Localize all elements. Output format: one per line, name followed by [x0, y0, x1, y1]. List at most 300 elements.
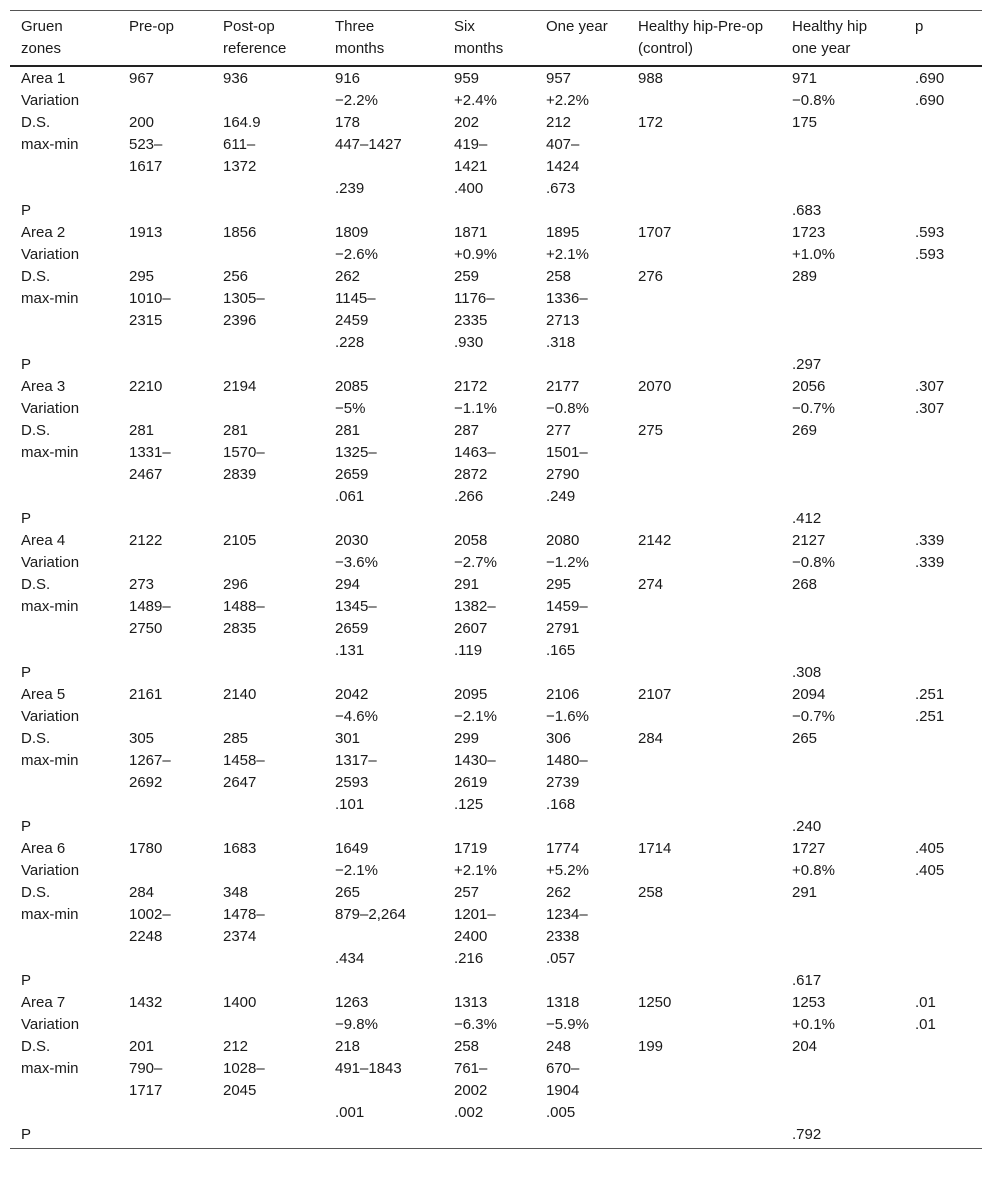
cell-pre-op: 523– 1617 [129, 136, 163, 175]
cell-six-months: 291 [454, 576, 480, 593]
header-p: p [904, 11, 982, 67]
cell-pre-op: 295 [129, 268, 155, 285]
cell-six-months: .400 [454, 180, 484, 197]
cell-one-year [535, 970, 627, 992]
cell-healthy-pre-op [627, 596, 781, 640]
cell-zone: max-min [21, 906, 79, 923]
header-healthy-hip-pre-op: Healthy hip-Pre-op (control) [627, 11, 781, 67]
cell-post-op: 2194 [223, 378, 257, 395]
cell-healthy-pre-op: 2142 [638, 532, 672, 549]
cell-healthy-one-year [781, 134, 904, 178]
table-row [10, 66, 982, 90]
cell-one-year: 2106 [546, 686, 580, 703]
cell-three-months: 491–1843 [335, 1060, 402, 1077]
cell-pre-op: 1780 [129, 840, 163, 857]
cell-pre-op: 273 [129, 576, 155, 593]
cell-healthy-pre-op [627, 948, 781, 970]
cell-healthy-pre-op [627, 816, 781, 838]
cell-p [904, 288, 982, 332]
cell-p [904, 332, 982, 354]
cell-zone: max-min [21, 136, 79, 153]
cell-post-op: 348 [223, 884, 249, 901]
header-row [10, 11, 982, 67]
cell-six-months: +2.4% [454, 92, 497, 109]
cell-one-year [535, 662, 627, 684]
cell-post-op [212, 860, 324, 882]
cell-post-op [212, 706, 324, 728]
cell-three-months: −3.6% [335, 554, 378, 571]
cell-zone: D.S. [21, 1038, 51, 1055]
cell-healthy-one-year: 289 [792, 268, 818, 285]
cell-six-months: .119 [454, 642, 483, 659]
cell-post-op: 1488– 2835 [223, 598, 265, 637]
cell-one-year: .249 [546, 488, 576, 505]
table-row [10, 992, 982, 1014]
cell-p [904, 178, 982, 200]
cell-p [904, 1102, 982, 1124]
cell-healthy-pre-op [627, 552, 781, 574]
cell-post-op: 611– 1372 [223, 136, 257, 175]
cell-healthy-pre-op: 1714 [638, 840, 672, 857]
cell-healthy-one-year: 2094 [792, 686, 826, 703]
cell-p: .593 [915, 246, 945, 263]
cell-healthy-one-year: +0.1% [792, 1016, 835, 1033]
table-row [10, 134, 982, 178]
cell-healthy-one-year: 269 [792, 422, 818, 439]
cell-pre-op: 200 [129, 114, 155, 131]
cell-one-year: 262 [546, 884, 572, 901]
cell-zone: Variation [21, 862, 80, 879]
cell-p: .01 [915, 994, 936, 1011]
cell-six-months: 1382– 2607 [454, 598, 496, 637]
table-row [10, 552, 982, 574]
cell-six-months: 202 [454, 114, 480, 131]
cell-six-months: .125 [454, 796, 484, 813]
cell-post-op [212, 552, 324, 574]
cell-post-op [212, 354, 324, 376]
table-row [10, 1014, 982, 1036]
table-row [10, 376, 982, 398]
cell-six-months [443, 354, 535, 376]
cell-zone [10, 486, 118, 508]
cell-post-op [212, 486, 324, 508]
cell-one-year: 957 [546, 70, 572, 87]
cell-three-months: −4.6% [335, 708, 378, 725]
cell-three-months [324, 970, 443, 992]
cell-three-months: 262 [335, 268, 361, 285]
table-row [10, 706, 982, 728]
cell-one-year: +2.2% [546, 92, 589, 109]
cell-three-months: −2.2% [335, 92, 378, 109]
cell-zone: D.S. [21, 884, 51, 901]
cell-pre-op [118, 244, 212, 266]
cell-pre-op: 1432 [129, 994, 163, 1011]
table-row [10, 200, 982, 222]
cell-zone: P [21, 356, 32, 373]
cell-zone [10, 1102, 118, 1124]
table-row [10, 398, 982, 420]
cell-healthy-pre-op [627, 904, 781, 948]
cell-healthy-one-year [781, 486, 904, 508]
cell-pre-op: 305 [129, 730, 155, 747]
cell-post-op: 296 [223, 576, 249, 593]
cell-post-op [212, 1124, 324, 1149]
cell-zone: Area 4 [21, 532, 66, 549]
table-row [10, 420, 982, 442]
cell-post-op [212, 398, 324, 420]
cell-pre-op: 201 [129, 1038, 155, 1055]
cell-healthy-one-year: .308 [792, 664, 822, 681]
cell-three-months: 916 [335, 70, 361, 87]
cell-healthy-pre-op [627, 178, 781, 200]
cell-three-months [324, 816, 443, 838]
cell-six-months: 258 [454, 1038, 480, 1055]
cell-post-op: 1478– 2374 [223, 906, 265, 945]
cell-six-months: .266 [454, 488, 484, 505]
table-row [10, 332, 982, 354]
cell-one-year: 258 [546, 268, 572, 285]
cell-post-op [212, 90, 324, 112]
cell-healthy-pre-op [627, 662, 781, 684]
cell-healthy-one-year: −0.7% [792, 708, 835, 725]
cell-three-months: 281 [335, 422, 361, 439]
cell-pre-op [118, 794, 212, 816]
cell-healthy-one-year [781, 750, 904, 794]
cell-zone: max-min [21, 444, 79, 461]
table-row [10, 882, 982, 904]
cell-pre-op: 281 [129, 422, 155, 439]
cell-six-months: −2.7% [454, 554, 497, 571]
cell-one-year: 1480– 2739 [546, 752, 588, 791]
table-row [10, 904, 982, 948]
cell-zone: Area 3 [21, 378, 66, 395]
cell-six-months: 257 [454, 884, 480, 901]
table-row [10, 750, 982, 794]
cell-healthy-pre-op: 2107 [638, 686, 672, 703]
cell-one-year [535, 816, 627, 838]
cell-three-months: 1325– 2659 [335, 444, 377, 483]
cell-zone [10, 948, 118, 970]
cell-pre-op: 967 [129, 70, 155, 87]
cell-three-months [324, 662, 443, 684]
cell-six-months: 761– 2002 [454, 1060, 488, 1099]
cell-six-months [443, 200, 535, 222]
cell-six-months: −2.1% [454, 708, 497, 725]
cell-p [904, 904, 982, 948]
cell-healthy-one-year: .412 [792, 510, 822, 527]
cell-one-year: 407– 1424 [546, 136, 580, 175]
cell-three-months: 447–1427 [335, 136, 402, 153]
cell-post-op: 164.9 [223, 114, 261, 131]
cell-six-months: 1463– 2872 [454, 444, 496, 483]
cell-zone: Area 7 [21, 994, 66, 1011]
cell-one-year: 295 [546, 576, 572, 593]
cell-one-year: 212 [546, 114, 572, 131]
table-row [10, 486, 982, 508]
cell-one-year: 2177 [546, 378, 580, 395]
cell-zone: D.S. [21, 576, 51, 593]
cell-three-months: .228 [335, 334, 365, 351]
cell-healthy-one-year [781, 178, 904, 200]
cell-post-op [212, 1102, 324, 1124]
cell-post-op [212, 200, 324, 222]
cell-three-months: .131 [335, 642, 365, 659]
cell-zone: Area 6 [21, 840, 66, 857]
cell-pre-op: 2122 [129, 532, 163, 549]
cell-zone: P [10, 1124, 118, 1149]
cell-zone: max-min [21, 1060, 79, 1077]
cell-post-op: 1305– 2396 [223, 290, 265, 329]
cell-healthy-one-year: 1723 [792, 224, 826, 241]
cell-six-months: −6.3% [454, 1016, 497, 1033]
cell-pre-op [118, 552, 212, 574]
cell-healthy-one-year: 175 [792, 114, 818, 131]
cell-zone: P [21, 202, 32, 219]
cell-six-months [443, 816, 535, 838]
cell-one-year: 1501– 2790 [546, 444, 588, 483]
cell-six-months: 259 [454, 268, 480, 285]
table-row [10, 112, 982, 134]
cell-zone: Area 5 [21, 686, 66, 703]
cell-healthy-pre-op: 284 [638, 730, 664, 747]
cell-six-months: 1313 [454, 994, 488, 1011]
cell-six-months [443, 970, 535, 992]
cell-three-months: 2085 [335, 378, 369, 395]
cell-healthy-pre-op [627, 134, 781, 178]
cell-p [904, 112, 982, 134]
cell-post-op [212, 508, 324, 530]
cell-six-months: +2.1% [454, 862, 497, 879]
cell-p: .339 [915, 554, 945, 571]
table-row [10, 728, 982, 750]
table-row [10, 508, 982, 530]
cell-three-months: 2030 [335, 532, 369, 549]
cell-pre-op [118, 860, 212, 882]
cell-one-year: +2.1% [546, 246, 589, 263]
cell-zone [10, 332, 118, 354]
cell-p [904, 1124, 982, 1149]
cell-pre-op: 1489– 2750 [129, 598, 171, 637]
cell-zone: Variation [21, 246, 80, 263]
cell-post-op [212, 1014, 324, 1036]
cell-p [904, 508, 982, 530]
cell-p [904, 486, 982, 508]
cell-post-op: 1683 [223, 840, 257, 857]
cell-six-months: 2058 [454, 532, 488, 549]
cell-healthy-one-year [781, 1058, 904, 1102]
cell-p: .307 [915, 400, 945, 417]
cell-three-months: 178 [335, 114, 361, 131]
cell-healthy-pre-op [627, 442, 781, 486]
cell-three-months: 1809 [335, 224, 369, 241]
table-header [10, 11, 982, 67]
cell-six-months: 1201– 2400 [454, 906, 496, 945]
table-row [10, 530, 982, 552]
table-row [10, 948, 982, 970]
cell-six-months: 1871 [454, 224, 488, 241]
cell-healthy-one-year [781, 794, 904, 816]
cell-healthy-one-year [781, 1102, 904, 1124]
cell-p [904, 662, 982, 684]
cell-healthy-pre-op [627, 1058, 781, 1102]
cell-healthy-pre-op [627, 640, 781, 662]
cell-one-year: 1336– 2713 [546, 290, 588, 329]
cell-six-months: 299 [454, 730, 480, 747]
cell-six-months: 1719 [454, 840, 488, 857]
cell-healthy-one-year: 1253 [792, 994, 826, 1011]
cell-one-year: −1.2% [546, 554, 589, 571]
cell-healthy-one-year: −0.7% [792, 400, 835, 417]
cell-pre-op [118, 508, 212, 530]
cell-six-months: 419– 1421 [454, 136, 488, 175]
cell-three-months: −9.8% [335, 1016, 378, 1033]
cell-p: .593 [915, 224, 945, 241]
cell-healthy-one-year: +1.0% [792, 246, 835, 263]
cell-six-months: 1430– 2619 [454, 752, 496, 791]
cell-one-year: 1234– 2338 [546, 906, 588, 945]
cell-pre-op: 1331– 2467 [129, 444, 171, 483]
cell-three-months: 294 [335, 576, 361, 593]
table-row [10, 838, 982, 860]
table-row [10, 244, 982, 266]
table-row [10, 1058, 982, 1102]
cell-healthy-one-year: 268 [792, 576, 818, 593]
cell-zone: Variation [21, 554, 80, 571]
cell-pre-op [118, 354, 212, 376]
cell-three-months: 218 [335, 1038, 361, 1055]
cell-healthy-one-year: −0.8% [792, 554, 835, 571]
table-row [10, 860, 982, 882]
cell-zone: Variation [21, 708, 80, 725]
header-six-months: Six months [443, 11, 535, 67]
cell-one-year: 248 [546, 1038, 572, 1055]
cell-three-months [324, 508, 443, 530]
cell-pre-op [118, 816, 212, 838]
cell-healthy-one-year: 2056 [792, 378, 826, 395]
cell-three-months: .101 [335, 796, 365, 813]
cell-zone: max-min [21, 290, 79, 307]
cell-one-year: .318 [546, 334, 576, 351]
table-row [10, 574, 982, 596]
cell-three-months: 1649 [335, 840, 369, 857]
cell-p [904, 134, 982, 178]
table-row [10, 662, 982, 684]
cell-six-months [443, 662, 535, 684]
cell-p: .251 [915, 686, 945, 703]
cell-zone: Variation [21, 1016, 80, 1033]
cell-healthy-pre-op: 258 [638, 884, 664, 901]
cell-post-op [212, 948, 324, 970]
cell-pre-op [118, 1014, 212, 1036]
cell-healthy-pre-op [627, 706, 781, 728]
cell-pre-op [118, 332, 212, 354]
cell-one-year: 306 [546, 730, 572, 747]
cell-post-op [212, 244, 324, 266]
cell-six-months: 2095 [454, 686, 488, 703]
table-row [10, 442, 982, 486]
cell-one-year [535, 1124, 627, 1149]
cell-one-year: 2080 [546, 532, 580, 549]
cell-zone: Area 1 [21, 70, 66, 87]
cell-healthy-pre-op: 1250 [638, 994, 672, 1011]
cell-three-months: .239 [335, 180, 365, 197]
cell-healthy-one-year [781, 948, 904, 970]
cell-zone: max-min [21, 598, 79, 615]
cell-post-op: 1028– 2045 [223, 1060, 265, 1099]
cell-zone: max-min [21, 752, 79, 769]
cell-pre-op [118, 90, 212, 112]
cell-healthy-one-year: 265 [792, 730, 818, 747]
cell-one-year [535, 354, 627, 376]
cell-pre-op [118, 948, 212, 970]
cell-one-year: −5.9% [546, 1016, 589, 1033]
cell-pre-op [118, 970, 212, 992]
cell-one-year: 1318 [546, 994, 580, 1011]
cell-p: .405 [915, 840, 945, 857]
cell-p [904, 1058, 982, 1102]
cell-three-months: 1263 [335, 994, 369, 1011]
cell-healthy-pre-op [627, 1124, 781, 1149]
cell-healthy-one-year: +0.8% [792, 862, 835, 879]
cell-p [904, 882, 982, 904]
cell-healthy-pre-op: 275 [638, 422, 664, 439]
cell-post-op: 285 [223, 730, 249, 747]
cell-healthy-one-year [781, 332, 904, 354]
cell-healthy-one-year: .240 [792, 818, 822, 835]
cell-healthy-pre-op [627, 90, 781, 112]
cell-pre-op [118, 398, 212, 420]
cell-zone: Variation [21, 92, 80, 109]
cell-healthy-one-year: 204 [792, 1038, 818, 1055]
cell-one-year [535, 200, 627, 222]
cell-healthy-one-year: .297 [792, 356, 822, 373]
cell-pre-op: 1267– 2692 [129, 752, 171, 791]
cell-one-year: .005 [546, 1104, 576, 1121]
header-three-months: Three months [324, 11, 443, 67]
cell-healthy-pre-op: 2070 [638, 378, 672, 395]
cell-one-year: 670– 1904 [546, 1060, 580, 1099]
cell-pre-op: 284 [129, 884, 155, 901]
cell-pre-op [118, 486, 212, 508]
cell-pre-op [118, 1124, 212, 1149]
cell-p [904, 200, 982, 222]
cell-zone: Area 2 [21, 224, 66, 241]
cell-one-year: −1.6% [546, 708, 589, 725]
cell-six-months: .930 [454, 334, 484, 351]
cell-p: .307 [915, 378, 945, 395]
cell-six-months: 2172 [454, 378, 488, 395]
cell-healthy-one-year [781, 596, 904, 640]
cell-p [904, 794, 982, 816]
cell-three-months [324, 354, 443, 376]
cell-p [904, 728, 982, 750]
header-pre-op: Pre-op [118, 11, 212, 67]
cell-one-year: 277 [546, 422, 572, 439]
table-body [10, 66, 982, 1149]
cell-pre-op [118, 1102, 212, 1124]
cell-healthy-one-year: .683 [792, 202, 822, 219]
cell-healthy-pre-op [627, 970, 781, 992]
cell-six-months: 959 [454, 70, 480, 87]
cell-p [904, 948, 982, 970]
cell-p [904, 354, 982, 376]
cell-p: .690 [915, 92, 945, 109]
cell-post-op: 256 [223, 268, 249, 285]
cell-pre-op [118, 706, 212, 728]
table-row [10, 596, 982, 640]
cell-six-months: −1.1% [454, 400, 497, 417]
cell-post-op [212, 178, 324, 200]
